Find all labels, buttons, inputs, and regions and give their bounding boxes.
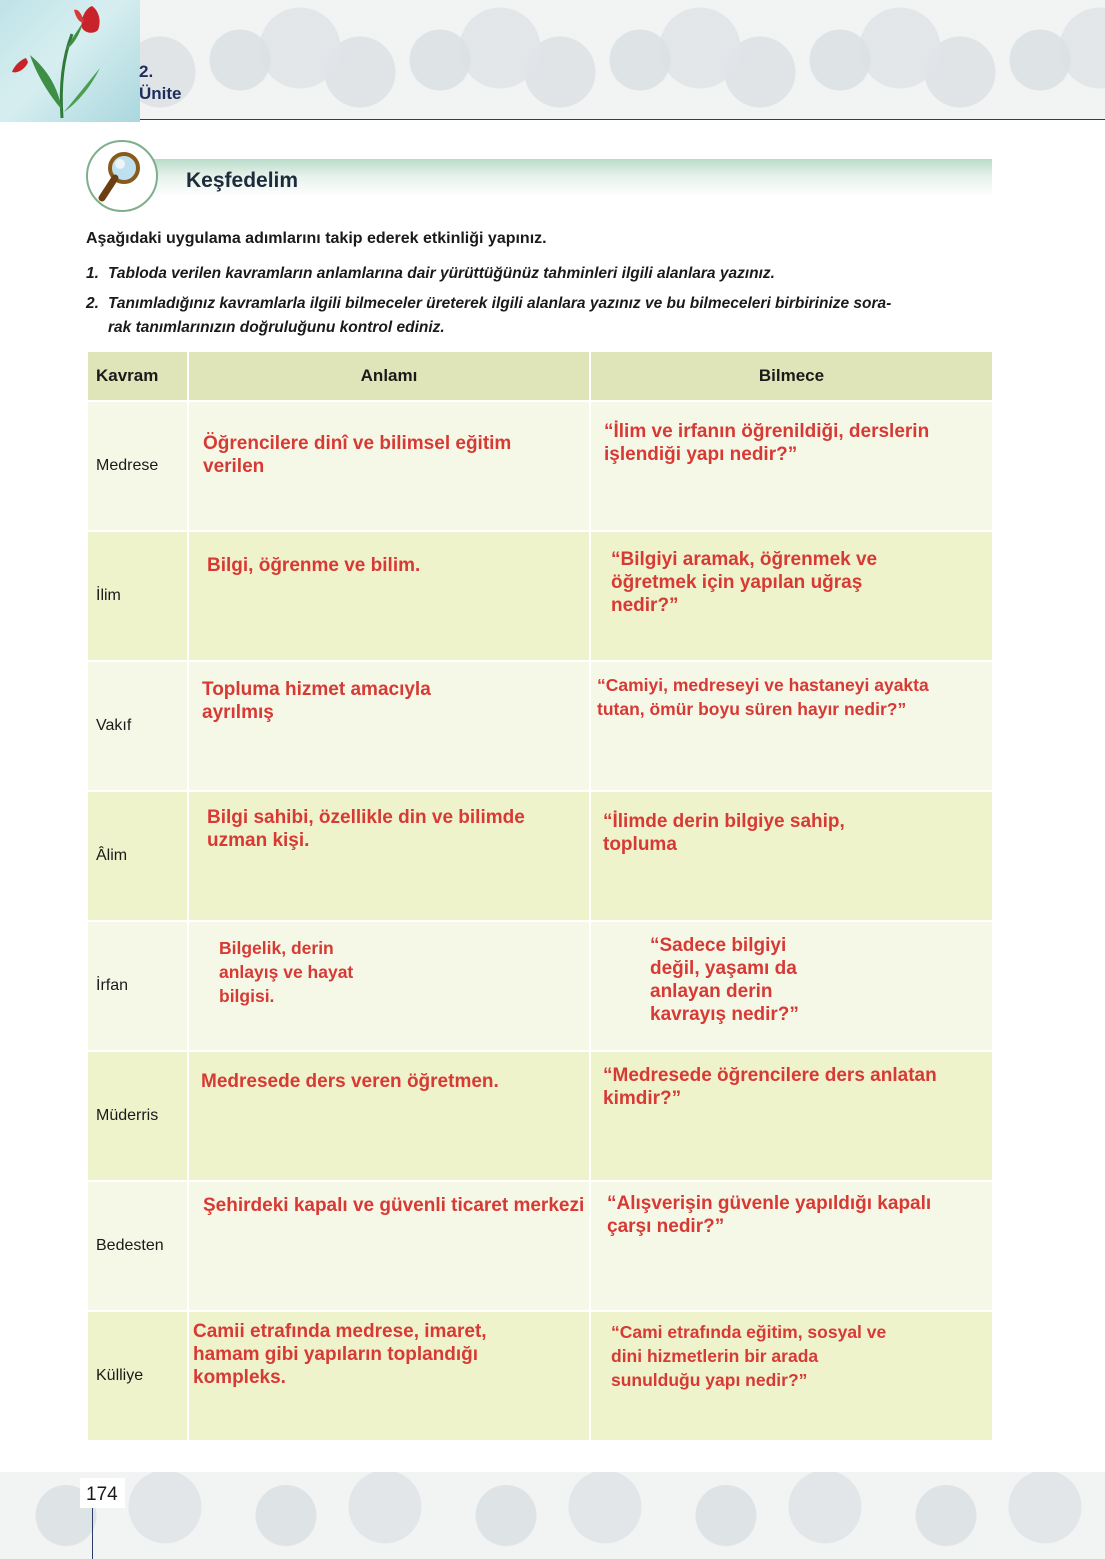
table-row [87, 401, 993, 531]
step-number: 2. [86, 295, 99, 312]
step-number: 1. [86, 265, 99, 282]
cell-kavram: İlim [87, 531, 188, 661]
footer-divider [92, 1508, 93, 1559]
answer-text: “İlimde derin bilgiye sahip, topluma [603, 811, 845, 855]
step-text: Tabloda verilen kavramların anlamlarına dair yürüttüğünüz tahminleri ilgili alanlara yazınız. [108, 265, 775, 282]
cell-bilmece[interactable] [590, 661, 993, 791]
table-row [87, 921, 993, 1051]
cell-kavram: Vakıf [87, 661, 188, 791]
answer-text: Camii etrafında medrese, imaret, hamam gibi yapıların toplandığı kompleks. [193, 1321, 487, 1388]
header-kavram: Kavram [87, 352, 188, 401]
instruction-step-2 [86, 292, 996, 340]
cell-kavram: İrfan [87, 921, 188, 1051]
header-divider [140, 119, 1105, 120]
unit-number: 2. [139, 62, 154, 81]
table-row [87, 1311, 993, 1441]
cell-anlam[interactable] [188, 791, 590, 921]
section-title: Keşfedelim [186, 169, 299, 192]
answer-text: Öğrencilere dinî ve bilimsel eğitim verilen [203, 433, 512, 477]
header-anlami: Anlamı [188, 352, 590, 401]
cell-bilmece[interactable] [590, 531, 993, 661]
answer-text: Şehirdeki kapalı ve güvenli ticaret merkezi [203, 1195, 585, 1216]
answer-text: “Medresede öğrencilere ders anlatan kimdir?” [603, 1065, 937, 1109]
cell-kavram: Bedesten [87, 1181, 188, 1311]
table-row [87, 531, 993, 661]
concepts-table [86, 352, 994, 1442]
cell-anlam[interactable] [188, 1051, 590, 1181]
answer-text: “Alışverişin güvenle yapıldığı kapalı çarşı nedir?” [607, 1193, 932, 1237]
answer-text: “Sadece bilgiyi değil, yaşamı da anlayan derin kavrayış nedir?” [650, 935, 799, 1025]
step-text-continued: rak tanımlarınızın doğruluğunu kontrol ediniz. [108, 319, 445, 336]
table-row [87, 661, 993, 791]
answer-text: Bilgi sahibi, özellikle din ve bilimde uzman kişi. [207, 807, 525, 851]
footer-pattern [0, 1472, 1105, 1559]
cell-anlam[interactable] [188, 661, 590, 791]
answer-text: Topluma hizmet amacıyla ayrılmış [202, 679, 431, 723]
table-row [87, 1051, 993, 1181]
cell-bilmece[interactable] [590, 1181, 993, 1311]
tulip-illustration [0, 0, 140, 122]
cell-bilmece[interactable] [590, 1311, 993, 1441]
cell-bilmece[interactable] [590, 1051, 993, 1181]
cell-kavram: Müderris [87, 1051, 188, 1181]
cell-anlam[interactable] [188, 921, 590, 1051]
table-row [87, 1181, 993, 1311]
instruction-step-1 [86, 262, 996, 286]
cell-anlam[interactable] [188, 1311, 590, 1441]
cell-kavram: Külliye [87, 1311, 188, 1441]
answer-text: “İlim ve irfanın öğrenildiği, derslerin işlendiği yapı nedir?” [604, 421, 930, 465]
answer-text: Bilgi, öğrenme ve bilim. [207, 555, 421, 576]
answer-text: “Camiyi, medreseyi ve hastaneyi ayakta tutan, ömür boyu süren hayır nedir?” [597, 675, 929, 719]
unit-label: Ünite [139, 84, 182, 103]
magnifier-icon [86, 140, 158, 212]
answer-text: Bilgelik, derin anlayış ve hayat bilgisi. [219, 938, 354, 1006]
table-row [87, 791, 993, 921]
cell-anlam[interactable] [188, 401, 590, 531]
cell-bilmece[interactable] [590, 791, 993, 921]
step-text: Tanımladığınız kavramlarla ilgili bilmeceler üreterek ilgili alanlara yazınız ve bu bilmeceleri birbirinize sora- [108, 295, 892, 312]
cell-anlam[interactable] [188, 531, 590, 661]
instructions-intro: Aşağıdaki uygulama adımlarını takip ederek etkinliği yapınız. [86, 230, 547, 247]
cell-bilmece[interactable] [590, 401, 993, 531]
answer-text: “Cami etrafında eğitim, sosyal ve dini hizmetlerin bir arada sunulduğu yapı nedir?” [611, 1322, 887, 1390]
cell-anlam[interactable] [188, 1181, 590, 1311]
answer-text: “Bilgiyi aramak, öğrenmek ve öğretmek için yapılan uğraş nedir?” [611, 549, 878, 616]
header-bilmece: Bilmece [590, 352, 993, 401]
answer-text: Medresede ders veren öğretmen. [201, 1071, 499, 1092]
cell-bilmece[interactable] [590, 921, 993, 1051]
cell-kavram: Medrese [87, 401, 188, 531]
page-number: 174 [86, 1484, 118, 1505]
cell-kavram: Âlim [87, 791, 188, 921]
